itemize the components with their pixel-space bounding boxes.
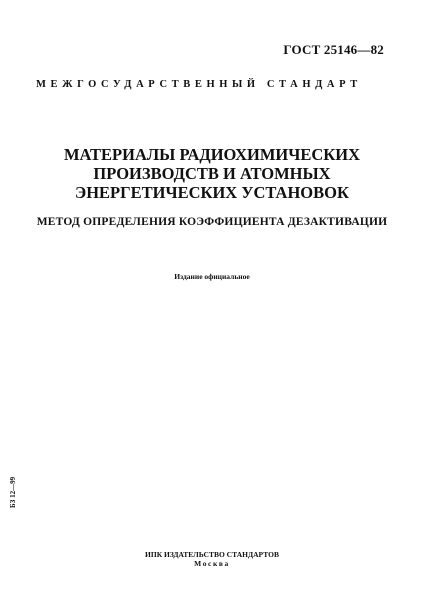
document-subtitle: МЕТОД ОПРЕДЕЛЕНИЯ КОЭФФИЦИЕНТА ДЕЗАКТИВАЦИИ: [36, 216, 388, 228]
bz-code: БЗ 12—99: [9, 476, 17, 508]
publisher-city: Москва: [194, 559, 230, 568]
title-line-1: МАТЕРИАЛЫ РАДИОХИМИЧЕСКИХ: [63, 145, 361, 164]
title-line-2: ПРОИЗВОДСТВ И АТОМНЫХ: [93, 164, 331, 183]
document-title: [20, 145, 404, 202]
edition-label: Издание официальное: [174, 272, 250, 281]
publisher-name: ИПК ИЗДАТЕЛЬСТВО СТАНДАРТОВ: [145, 550, 279, 559]
interstate-standard-heading: МЕЖГОСУДАРСТВЕННЫЙ СТАНДАРТ: [36, 79, 362, 90]
title-line-3: ЭНЕРГЕТИЧЕСКИХ УСТАНОВОК: [75, 183, 349, 202]
publisher-block: [20, 550, 404, 568]
gost-number: ГОСТ 25146—82: [283, 42, 384, 57]
